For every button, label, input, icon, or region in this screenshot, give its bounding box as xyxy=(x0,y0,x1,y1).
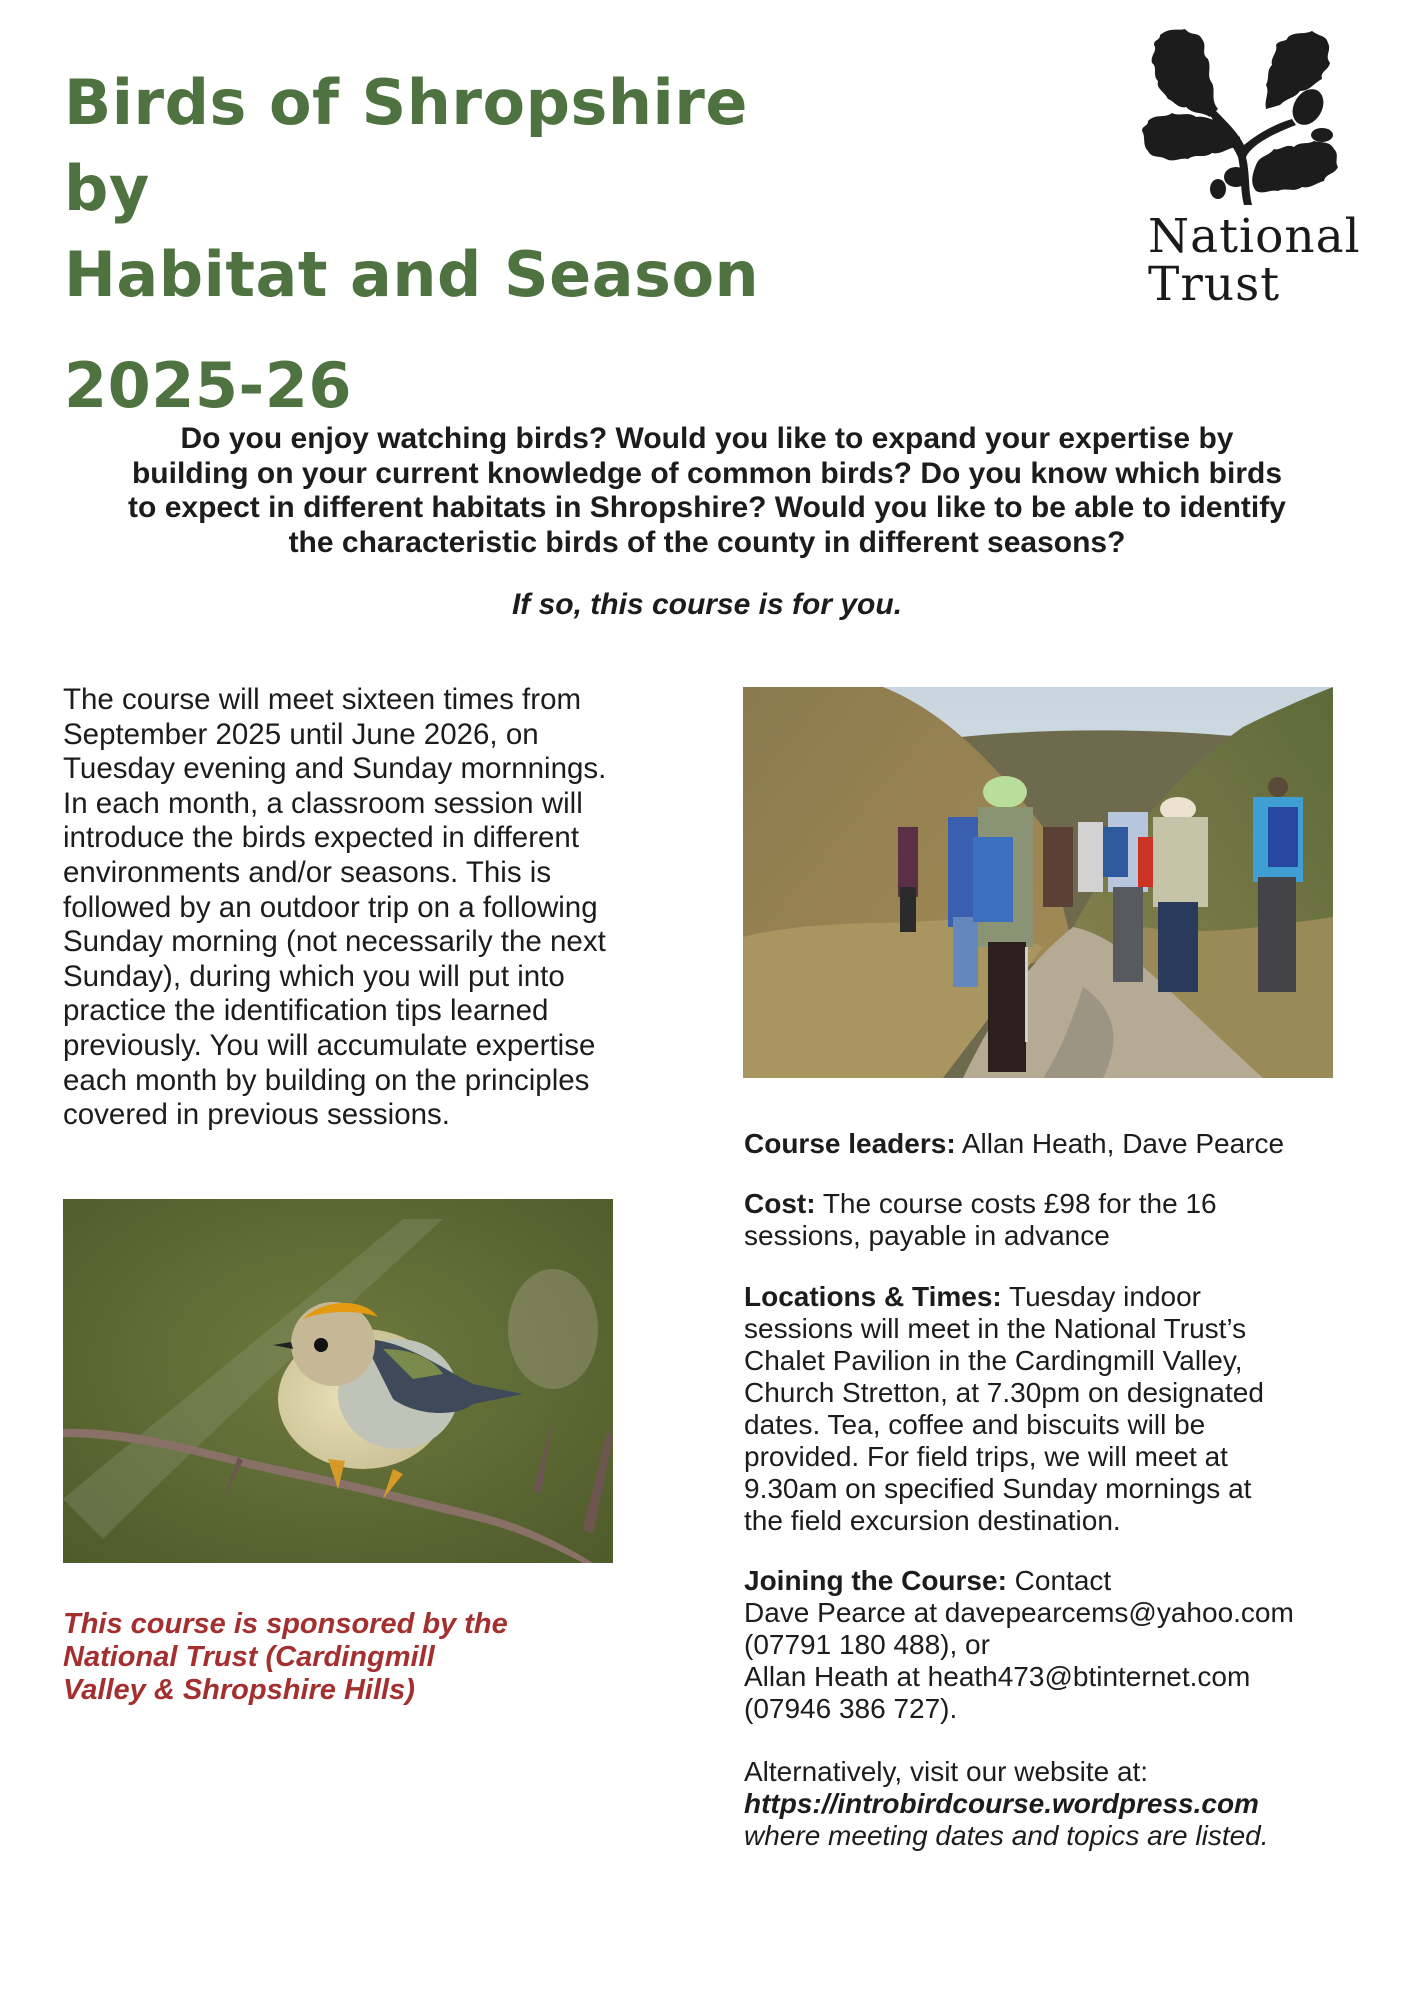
sponsor-line: National Trust (Cardingmill xyxy=(63,1641,435,1673)
description-line: introduce the birds expected in different xyxy=(63,821,580,855)
intro-line: the characteristic birds of the county in different seasons? xyxy=(288,525,1126,559)
description-line: each month by building on the principles xyxy=(63,1063,590,1097)
sponsor-line: This course is sponsored by the xyxy=(63,1608,508,1640)
description-line: The course will meet sixteen times from xyxy=(63,683,582,716)
description-line: environments and/or seasons. This is xyxy=(63,855,552,889)
cost-label: Cost: xyxy=(744,1188,816,1219)
logo-wordmark xyxy=(1148,209,1361,312)
locations-line: Church Stretton, at 7.30pm on designated xyxy=(744,1377,1264,1408)
intro-line: building on your current knowledge of common birds? Do you know which birds xyxy=(131,456,1283,490)
intro-tagline: If so, this course is for you. xyxy=(511,588,903,621)
page-title xyxy=(64,60,824,429)
description-line: covered in previous sessions. xyxy=(63,1098,450,1132)
description-line: practice the identification tips learned xyxy=(63,994,549,1028)
logo-text-national: National xyxy=(1148,209,1361,264)
contact-allan-phone: (07946 386 727). xyxy=(744,1693,958,1724)
logo-text-trust: Trust xyxy=(1148,257,1281,312)
description-line: In each month, a classroom session will xyxy=(63,786,583,820)
sponsor-note xyxy=(63,1608,623,1707)
contact-dave-phone: (07791 180 488), or xyxy=(744,1629,990,1660)
joining-the-course xyxy=(744,1565,1384,1725)
description-line: previously. You will accumulate expertise xyxy=(63,1028,596,1062)
website-intro: Alternatively, visit our website at: xyxy=(744,1756,1149,1787)
intro-line: Do you enjoy watching birds? Would you like to expand your expertise by xyxy=(180,422,1234,455)
locations-line: dates. Tea, coffee and biscuits will be xyxy=(744,1409,1206,1440)
title-line-1: Birds of Shropshire by xyxy=(64,66,748,225)
locations-line: sessions will meet in the National Trust’s xyxy=(744,1313,1247,1344)
contact-allan-heath[interactable]: Allan Heath at heath473@btinternet.com xyxy=(744,1661,1251,1692)
website-info xyxy=(744,1756,1384,1852)
goldcrest-photo xyxy=(63,1199,613,1563)
locations-line: 9.30am on specified Sunday mornings at xyxy=(744,1473,1252,1504)
course-leaders-value: Allan Heath, Dave Pearce xyxy=(955,1128,1285,1159)
cost-value-line-1: The course costs £98 for the 16 xyxy=(815,1188,1217,1219)
contact-dave-pearce[interactable]: Dave Pearce at davepearcems@yahoo.com xyxy=(744,1597,1294,1628)
course-description xyxy=(63,683,703,1133)
description-line: September 2025 until June 2026, on xyxy=(63,717,539,751)
website-link[interactable]: https://introbirdcourse.wordpress.com xyxy=(744,1788,1259,1819)
locations-and-times xyxy=(744,1281,1384,1537)
website-note: where meeting dates and topics are listed. xyxy=(744,1820,1269,1851)
description-line: Tuesday evening and Sunday mornnings. xyxy=(63,752,607,786)
cost-value-line-2: sessions, payable in advance xyxy=(744,1220,1110,1251)
intro-line: to expect in different habitats in Shropshire? Would you like to be able to identify xyxy=(128,491,1286,524)
locations-line-1: Tuesday indoor xyxy=(1001,1281,1202,1312)
intro-questions xyxy=(60,422,1354,560)
birdwatchers-photo xyxy=(743,687,1333,1078)
locations-line: Chalet Pavilion in the Cardingmill Valley, xyxy=(744,1345,1243,1376)
joining-line-1: Contact xyxy=(1006,1565,1112,1596)
description-line: followed by an outdoor trip on a following xyxy=(63,890,598,924)
oak-leaves-acorns-icon xyxy=(1140,25,1340,205)
sponsor-line: Valley & Shropshire Hills) xyxy=(63,1674,415,1706)
locations-label: Locations & Times: xyxy=(744,1281,1002,1312)
title-year: 2025-26 xyxy=(64,349,353,422)
course-cost xyxy=(744,1188,1384,1252)
description-line: Sunday), during which you will put into xyxy=(63,959,565,993)
national-trust-logo xyxy=(1140,25,1361,325)
course-leaders xyxy=(744,1128,1384,1160)
course-leaders-label: Course leaders: xyxy=(744,1128,956,1159)
title-line-2: Habitat and Season xyxy=(64,238,760,311)
locations-line: provided. For field trips, we will meet at xyxy=(744,1441,1228,1472)
locations-line: the field excursion destination. xyxy=(744,1505,1121,1536)
description-line: Sunday morning (not necessarily the next xyxy=(63,925,606,959)
joining-label: Joining the Course: xyxy=(744,1565,1007,1596)
